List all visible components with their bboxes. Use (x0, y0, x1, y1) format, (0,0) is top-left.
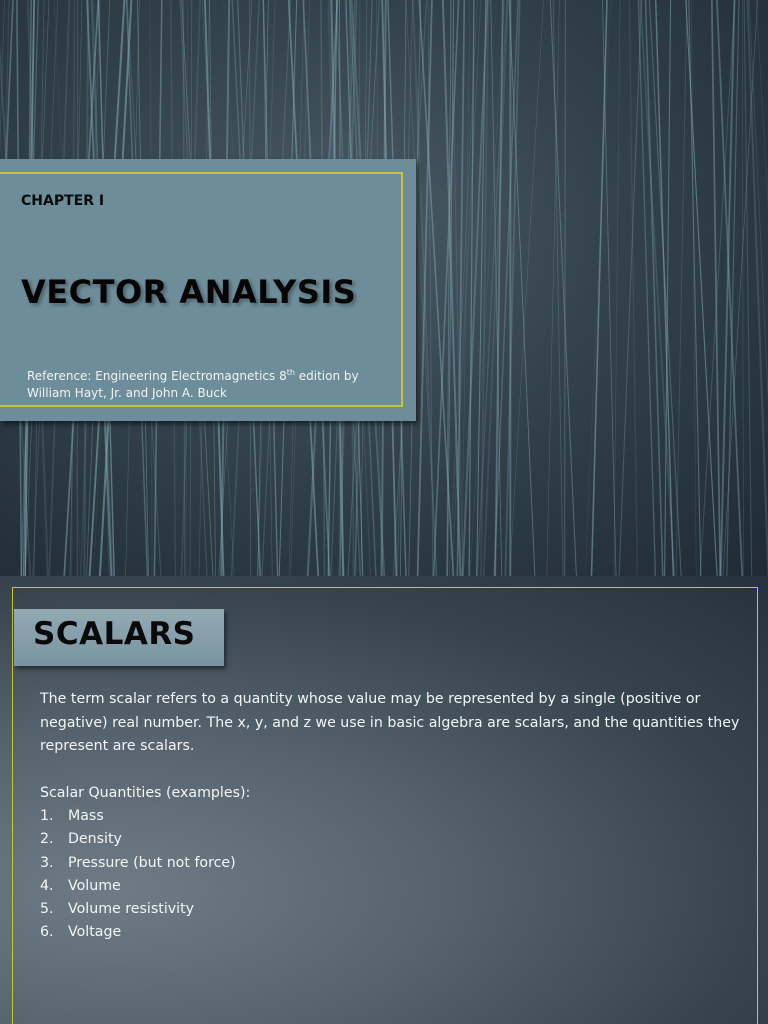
chapter-title: VECTOR ANALYSIS (21, 273, 357, 311)
list-item (40, 898, 236, 921)
scalars-slide (0, 576, 768, 1024)
reference-text (27, 364, 387, 402)
reference-prefix: Reference: Engineering Electromagnetics 8 (27, 369, 287, 383)
streak-line (689, 0, 701, 576)
list-item (40, 921, 236, 944)
list-item (40, 852, 236, 875)
list-item (40, 875, 236, 898)
streak-line (691, 0, 696, 576)
list-heading: Scalar Quantities (examples): (40, 785, 251, 801)
list-item-label: Density (68, 831, 122, 848)
chapter-label: CHAPTER I (21, 193, 105, 209)
list-item-label: Volume resistivity (68, 901, 195, 918)
section-title: SCALARS (33, 616, 196, 652)
streak-line (742, 0, 743, 576)
streak-line (712, 0, 720, 576)
list-item-label: Mass (68, 808, 104, 824)
list-item-number: 1. (40, 808, 54, 824)
streak-line (676, 0, 687, 576)
list-item-number: 4. (40, 877, 54, 894)
streak-line (614, 0, 620, 576)
streak-line (469, 0, 474, 576)
list-item (40, 828, 236, 851)
list-item-label: Volume (68, 877, 121, 894)
reference-suffix: edition by William Hayt, Jr. and John A. Buck (27, 369, 359, 400)
streak-line (585, 0, 610, 576)
list-item-label: Voltage (68, 924, 122, 941)
scalar-quantity-list (40, 805, 236, 945)
list-item-number: 6. (40, 924, 54, 941)
list-item-label: Pressure (but not force) (68, 854, 236, 871)
streak-line (656, 0, 674, 576)
scalar-definition: The term scalar refers to a quantity whose value may be represented by a single (positive or negative) real number. The x, y, and z we use in basic algebra are scalars, and the quantities they represent are scalars. (40, 691, 740, 754)
list-item-number: 2. (40, 831, 54, 848)
streak-line (638, 0, 655, 576)
list-item (40, 805, 236, 828)
list-item-number: 3. (40, 854, 54, 871)
streak-line (565, 0, 566, 576)
streak-line (547, 0, 560, 576)
list-item-number: 5. (40, 901, 54, 918)
reference-superscript: th (286, 368, 295, 377)
streak-line (592, 0, 608, 576)
streak-line (550, 0, 576, 576)
